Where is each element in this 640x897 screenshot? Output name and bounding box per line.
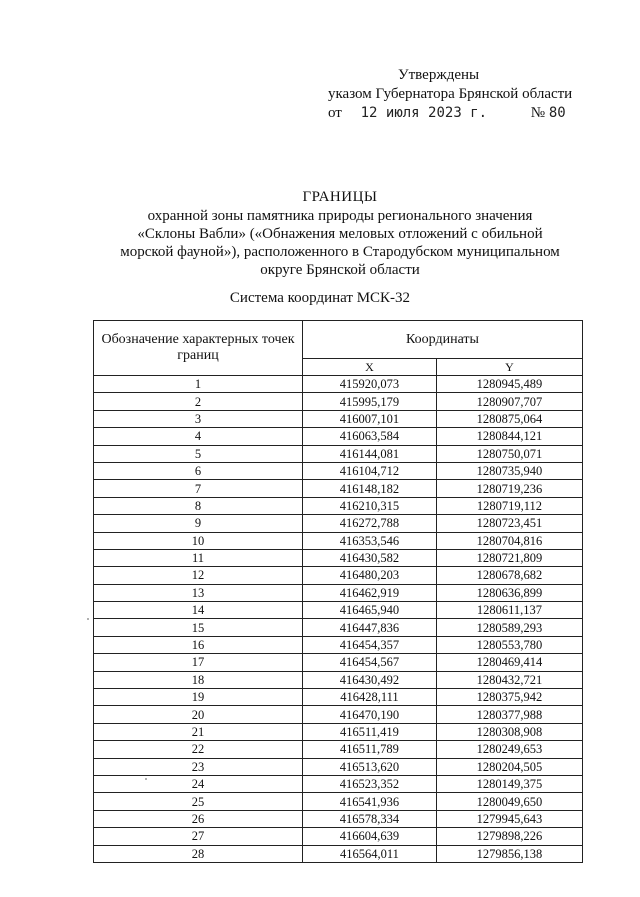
coord-y: 1279945,643 <box>436 810 582 827</box>
coord-x: 416353,546 <box>303 532 437 549</box>
coord-x: 416428,111 <box>303 689 437 706</box>
approval-line-2: указом Губернатора Брянской области <box>328 86 573 102</box>
point-number: 3 <box>94 410 303 427</box>
coord-x: 416272,788 <box>303 515 437 532</box>
coord-y: 1280589,293 <box>436 619 582 636</box>
table-row <box>94 376 583 393</box>
point-number: 24 <box>94 775 303 792</box>
approval-prefix: от <box>328 105 342 121</box>
point-number: 27 <box>94 828 303 845</box>
point-number: 16 <box>94 636 303 653</box>
table-row <box>94 584 583 601</box>
coord-x: 416447,836 <box>303 619 437 636</box>
coordinates-table-body <box>94 376 583 863</box>
table-row <box>94 828 583 845</box>
coord-y: 1280611,137 <box>436 602 582 619</box>
point-number: 14 <box>94 602 303 619</box>
coord-x: 416541,936 <box>303 793 437 810</box>
coord-y: 1280844,121 <box>436 428 582 445</box>
coord-x: 415995,179 <box>303 393 437 410</box>
table-row <box>94 793 583 810</box>
coordinate-system-label: Система координат МСК-32 <box>229 290 411 306</box>
coord-y: 1279856,138 <box>436 845 582 862</box>
coord-y: 1280719,112 <box>436 497 582 514</box>
coord-y: 1280204,505 <box>436 758 582 775</box>
coord-y: 1280721,809 <box>436 549 582 566</box>
table-row <box>94 602 583 619</box>
coord-y: 1280636,899 <box>436 584 582 601</box>
table-row <box>94 654 583 671</box>
coord-y: 1280432,721 <box>436 671 582 688</box>
coord-x: 416604,639 <box>303 828 437 845</box>
table-row <box>94 532 583 549</box>
table-row <box>94 671 583 688</box>
coord-x: 416564,011 <box>303 845 437 862</box>
coord-x: 416511,789 <box>303 741 437 758</box>
table-row <box>94 810 583 827</box>
document-heading <box>60 188 620 279</box>
coord-y: 1280149,375 <box>436 775 582 792</box>
table-row <box>94 636 583 653</box>
coord-y: 1280469,414 <box>436 654 582 671</box>
approval-date-line <box>328 104 572 123</box>
coord-y: 1280723,451 <box>436 515 582 532</box>
coord-x: 416104,712 <box>303 462 437 479</box>
coord-y: 1280249,653 <box>436 741 582 758</box>
coord-y: 1280375,942 <box>436 689 582 706</box>
approval-date: 12 июля 2023 г. <box>360 105 488 121</box>
coord-y: 1280875,064 <box>436 410 582 427</box>
point-number: 9 <box>94 515 303 532</box>
point-number: 12 <box>94 567 303 584</box>
coord-y: 1280049,650 <box>436 793 582 810</box>
table-row <box>94 480 583 497</box>
header-coordinates: Координаты <box>303 321 583 359</box>
coord-y: 1280553,780 <box>436 636 582 653</box>
coord-x: 416462,919 <box>303 584 437 601</box>
document-title: ГРАНИЦЫ <box>302 189 378 205</box>
coord-x: 416480,203 <box>303 567 437 584</box>
table-row <box>94 758 583 775</box>
point-number: 2 <box>94 393 303 410</box>
table-row <box>94 445 583 462</box>
point-number: 8 <box>94 497 303 514</box>
scan-speck <box>145 778 147 780</box>
header-y: Y <box>436 359 582 376</box>
coord-x: 416430,492 <box>303 671 437 688</box>
point-number: 26 <box>94 810 303 827</box>
document-subtitle-2: «Склоны Вабли» («Обнажения меловых отложений с обильной <box>137 226 543 242</box>
point-number: 28 <box>94 845 303 862</box>
table-row <box>94 619 583 636</box>
coord-y: 1280704,816 <box>436 532 582 549</box>
point-number: 10 <box>94 532 303 549</box>
coord-y: 1280308,908 <box>436 723 582 740</box>
coord-x: 416465,940 <box>303 602 437 619</box>
document-subtitle-4: округе Брянской области <box>260 262 420 278</box>
table-row <box>94 741 583 758</box>
table-row <box>94 845 583 862</box>
coord-x: 416063,584 <box>303 428 437 445</box>
document-subtitle-3: морской фауной»), расположенного в Стародубском муниципальном <box>120 244 560 260</box>
point-number: 23 <box>94 758 303 775</box>
point-number: 22 <box>94 741 303 758</box>
point-number: 13 <box>94 584 303 601</box>
approval-number-label: № <box>530 105 546 121</box>
coord-y: 1280678,682 <box>436 567 582 584</box>
approval-number: 80 <box>548 105 566 121</box>
point-number: 6 <box>94 462 303 479</box>
table-row <box>94 515 583 532</box>
coordinates-table <box>93 320 583 863</box>
table-row <box>94 410 583 427</box>
approval-block <box>328 66 572 123</box>
coord-y: 1280735,940 <box>436 462 582 479</box>
table-row <box>94 775 583 792</box>
scan-speck <box>87 618 89 620</box>
coord-x: 416470,190 <box>303 706 437 723</box>
point-number: 1 <box>94 376 303 393</box>
coord-y: 1279898,226 <box>436 828 582 845</box>
point-number: 5 <box>94 445 303 462</box>
point-number: 18 <box>94 671 303 688</box>
coord-x: 416454,357 <box>303 636 437 653</box>
coord-x: 415920,073 <box>303 376 437 393</box>
table-row <box>94 723 583 740</box>
coord-x: 416523,352 <box>303 775 437 792</box>
table-row <box>94 393 583 410</box>
coord-x: 416148,182 <box>303 480 437 497</box>
point-number: 25 <box>94 793 303 810</box>
point-number: 19 <box>94 689 303 706</box>
coord-y: 1280719,236 <box>436 480 582 497</box>
point-number: 4 <box>94 428 303 445</box>
coord-x: 416578,334 <box>303 810 437 827</box>
table-row <box>94 567 583 584</box>
coord-x: 416007,101 <box>303 410 437 427</box>
table-row <box>94 689 583 706</box>
point-number: 20 <box>94 706 303 723</box>
table-row <box>94 462 583 479</box>
coord-x: 416511,419 <box>303 723 437 740</box>
coord-x: 416430,582 <box>303 549 437 566</box>
document-subtitle-1: охранной зоны памятника природы регионального значения <box>147 208 533 224</box>
coord-x: 416210,315 <box>303 497 437 514</box>
coord-y: 1280750,071 <box>436 445 582 462</box>
header-point-designation: Обозначение характерных точек границ <box>94 321 303 376</box>
point-number: 11 <box>94 549 303 566</box>
table-row <box>94 706 583 723</box>
table-row <box>94 497 583 514</box>
point-number: 17 <box>94 654 303 671</box>
point-number: 7 <box>94 480 303 497</box>
coord-y: 1280907,707 <box>436 393 582 410</box>
coord-x: 416144,081 <box>303 445 437 462</box>
table-row <box>94 428 583 445</box>
approval-line-1: Утверждены <box>398 67 480 83</box>
coord-x: 416513,620 <box>303 758 437 775</box>
coord-x: 416454,567 <box>303 654 437 671</box>
header-x: X <box>303 359 437 376</box>
point-number: 21 <box>94 723 303 740</box>
table-row <box>94 549 583 566</box>
coord-y: 1280945,489 <box>436 376 582 393</box>
coord-y: 1280377,988 <box>436 706 582 723</box>
point-number: 15 <box>94 619 303 636</box>
